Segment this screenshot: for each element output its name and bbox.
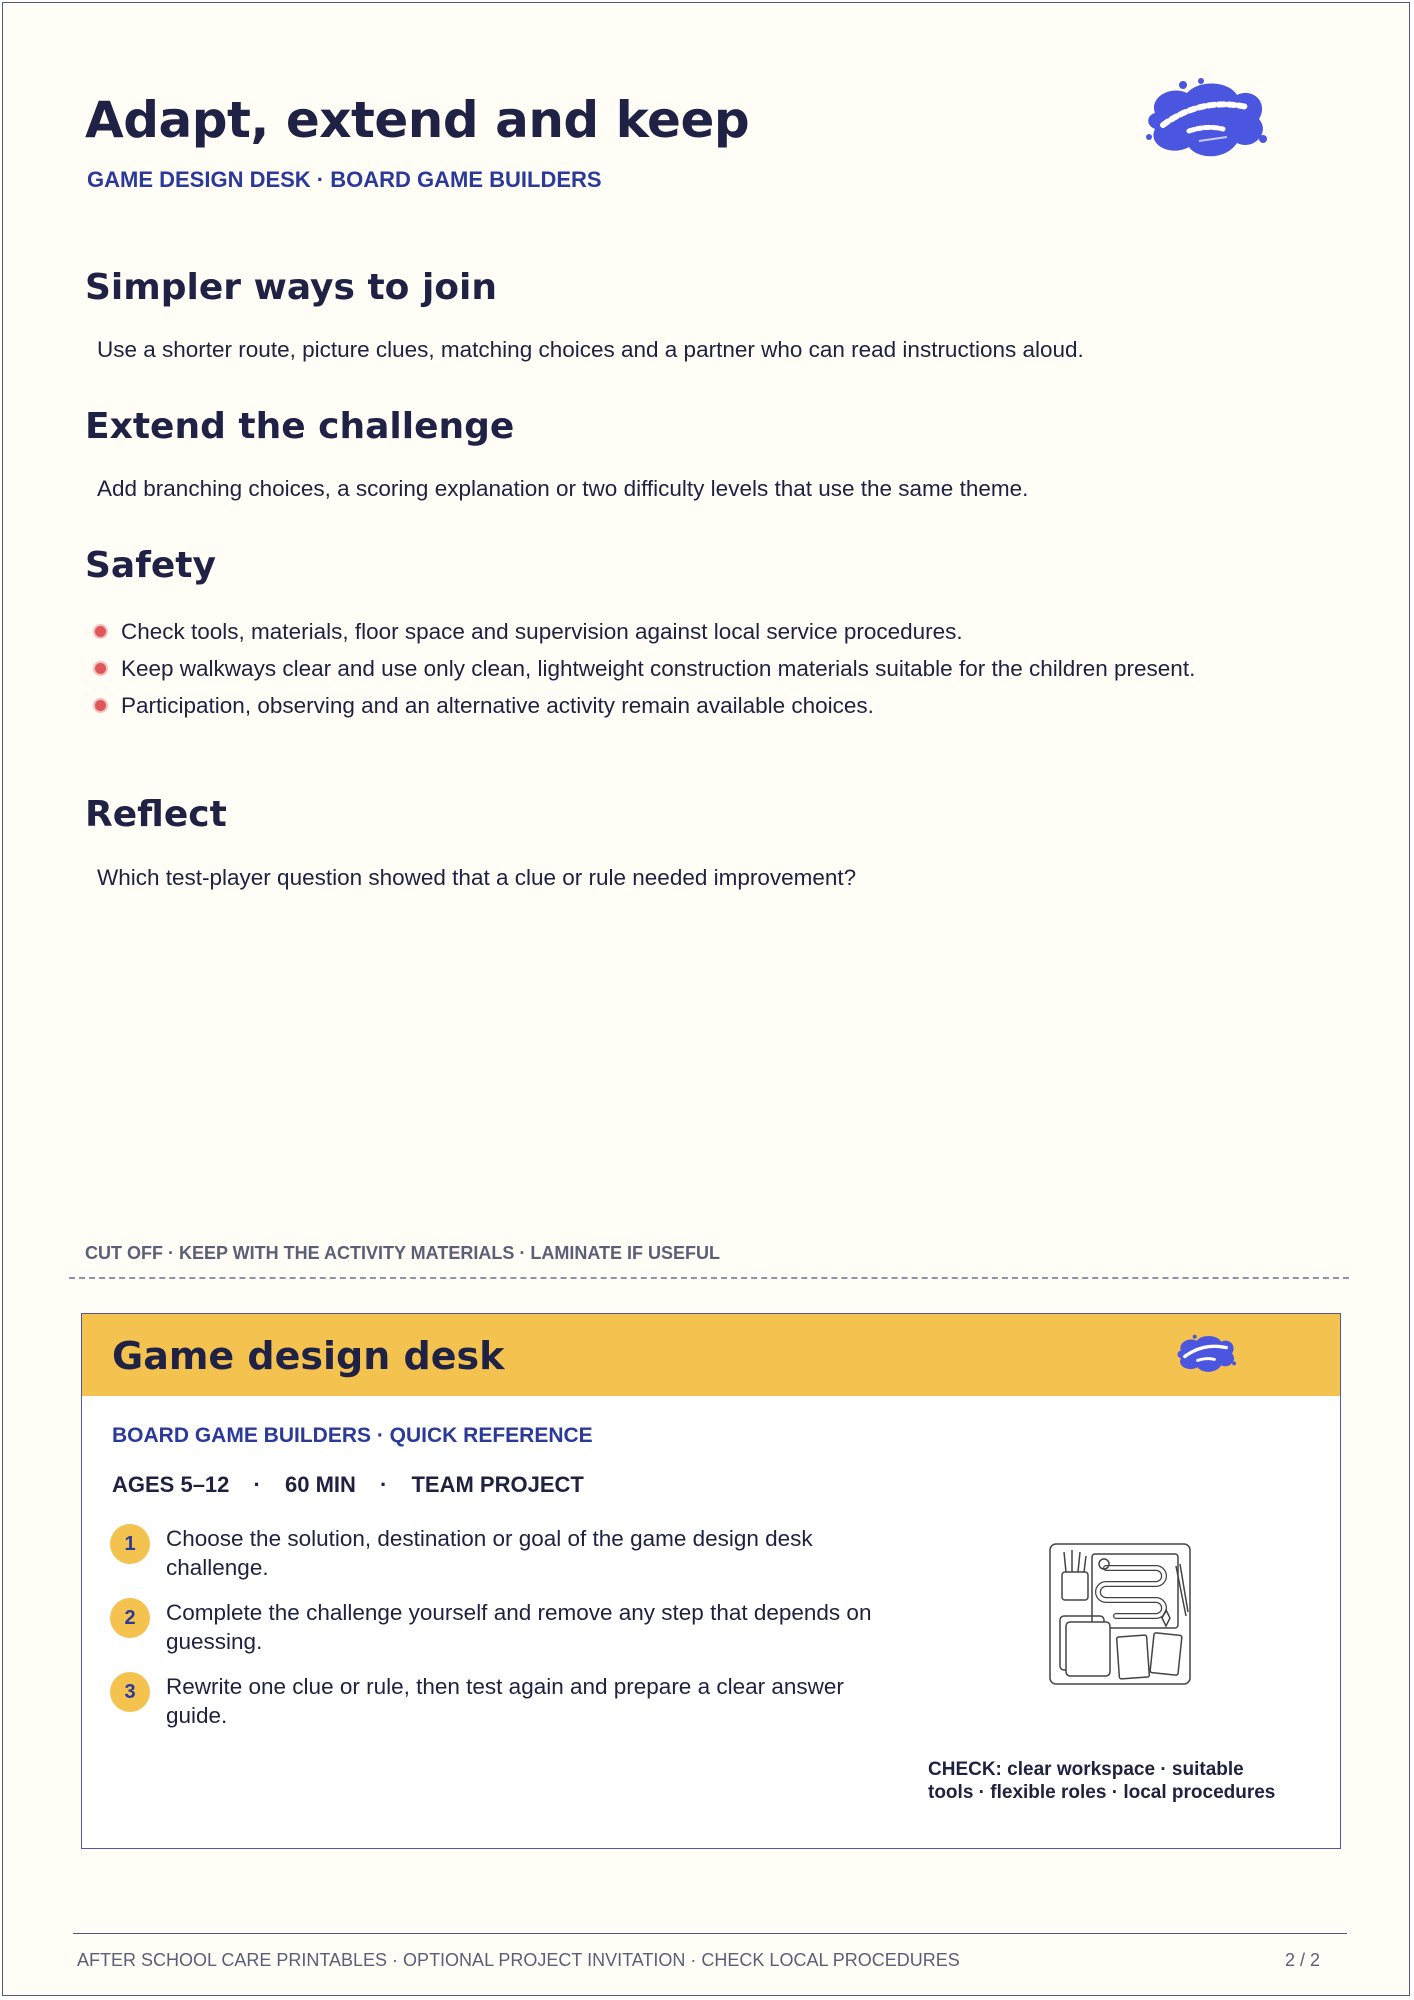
step-text: Complete the challenge yourself and remove any step that depends on guessing. (166, 1600, 872, 1654)
bullet-icon (95, 700, 106, 711)
bullet-icon (95, 663, 106, 674)
step-number-badge: 3 (110, 1672, 150, 1712)
section-heading-simpler: Simpler ways to join (85, 267, 497, 308)
check-note: CHECK: clear workspace · suitable tools · flexible roles · local procedures (928, 1759, 1276, 1803)
step-text: Choose the solution, destination or goal of the game design desk challenge. (166, 1526, 813, 1580)
meta-separator: · (380, 1472, 388, 1497)
page-subtitle: GAME DESIGN DESK · BOARD GAME BUILDERS (87, 167, 602, 192)
step-number-badge: 1 (110, 1524, 150, 1564)
section-heading-safety: Safety (85, 545, 216, 586)
card-subtitle: BOARD GAME BUILDERS · QUICK REFERENCE (112, 1424, 593, 1447)
section-text-simpler: Use a shorter route, picture clues, matching choices and a partner who can read instructions aloud. (97, 337, 1084, 362)
safety-list (91, 617, 1211, 728)
meta-format: TEAM PROJECT (411, 1472, 584, 1497)
page-title: Adapt, extend and keep (85, 91, 750, 149)
card-header (82, 1314, 1340, 1396)
step-number-badge: 2 (110, 1598, 150, 1638)
steps-list (110, 1524, 890, 1746)
activity-meta (112, 1472, 584, 1498)
quick-reference-card (81, 1313, 1341, 1849)
list-item: Check tools, materials, floor space and supervision against local service procedures. (91, 617, 1211, 646)
meta-ages: AGES 5–12 (112, 1472, 230, 1497)
cut-note: CUT OFF · KEEP WITH THE ACTIVITY MATERIALS · LAMINATE IF USEFUL (85, 1243, 720, 1263)
section-heading-extend: Extend the challenge (85, 406, 515, 447)
bullet-icon (95, 626, 106, 637)
cut-line (69, 1277, 1349, 1279)
after-school-care-logo-small (1174, 1332, 1238, 1376)
meta-separator: · (253, 1472, 261, 1497)
section-text-reflect: Which test-player question showed that a clue or rule needed improvement? (97, 865, 857, 890)
section-text-extend: Add branching choices, a scoring explanation or two difficulty levels that use the same theme. (97, 476, 1029, 501)
footer-divider (73, 1933, 1347, 1934)
footer-text: AFTER SCHOOL CARE PRINTABLES · OPTIONAL PROJECT INVITATION · CHECK LOCAL PROCEDURES (77, 1950, 960, 1970)
list-item: Participation, observing and an alternative activity remain available choices. (91, 691, 1211, 720)
board-game-illustration-icon (1048, 1542, 1192, 1686)
step-item (110, 1598, 890, 1672)
step-item (110, 1524, 890, 1598)
meta-duration: 60 MIN (284, 1472, 356, 1497)
page-number: 2 / 2 (1285, 1950, 1321, 1970)
page (2, 2, 1410, 1996)
step-text: Rewrite one clue or rule, then test again and prepare a clear answer guide. (166, 1674, 844, 1728)
list-item: Keep walkways clear and use only clean, lightweight construction materials suitable for the children present. (91, 654, 1211, 683)
card-title: Game design desk (112, 1334, 505, 1378)
after-school-care-logo (1141, 77, 1271, 163)
section-heading-reflect: Reflect (85, 794, 227, 835)
step-item (110, 1672, 890, 1746)
